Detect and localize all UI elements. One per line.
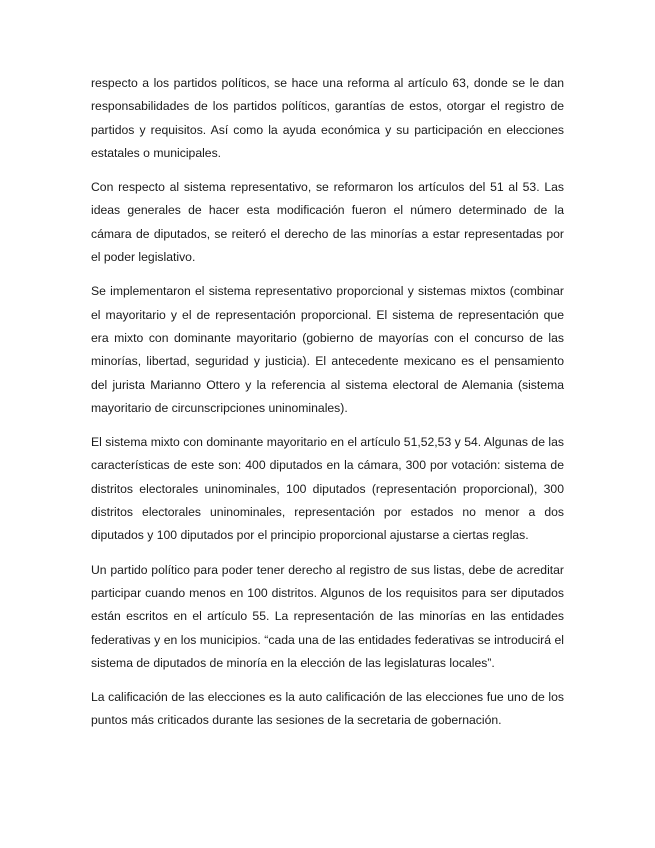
paragraph-calificacion-elecciones: La calificación de las elecciones es la auto calificación de las elecciones fue uno de los puntos más criticados durante las sesiones de la secretaria de gobernación. [91,690,564,728]
paragraph-sistema-mixto: El sistema mixto con dominante mayoritario en el artículo 51,52,53 y 54. Algunas de las características de este son: 400 diputados en la cámara, 300 por votación: sistema de distritos electorales uninominales, 100 diputados (representación proporcional), 300 distritos electorales uninominales, representación por estados no menor a dos diputados y 100 diputados por el principio proporcional ajustarse a ciertas reglas. [91,435,564,543]
paragraph-registro-listas: Un partido político para poder tener derecho al registro de sus listas, debe de acreditar participar cuando menos en 100 distritos. Algunos de los requisitos para ser diputados están escritos en el artículo 55. La representación de las minorías en las entidades federativas y en los municipios. “cada una de las entidades federativas se introducirá el sistema de diputados de minoría en la elección de las legislaturas locales”. [91,562,564,670]
document-body [91,72,564,744]
paragraph-sistema-proporcional: Se implementaron el sistema representativo proporcional y sistemas mixtos (combinar el mayoritario y el de representación proporcional. El sistema de representación que era mixto con dominante mayoritario (gobierno de mayorías con el concurso de las minorías, libertad, seguridad y justicia). El antecedente mexicano es el pensamiento del jurista Marianno Ottero y la referencia al sistema electoral de Alemania (sistema mayoritario de circunscripciones uninominales). [91,284,564,415]
paragraph-partidos-politicos: respecto a los partidos políticos, se hace una reforma al artículo 63, donde se le dan responsabilidades de los partidos políticos, garantías de estos, otorgar el registro de partidos y requisitos. Así como la ayuda económica y su participación en elecciones estatales o municipales. [91,76,564,160]
paragraph-sistema-representativo: Con respecto al sistema representativo, se reformaron los artículos del 51 al 53. Las ideas generales de hacer esta modificación fueron el número determinado de la cámara de diputados, se reiteró el derecho de las minorías a estar representadas por el poder legislativo. [91,180,564,265]
